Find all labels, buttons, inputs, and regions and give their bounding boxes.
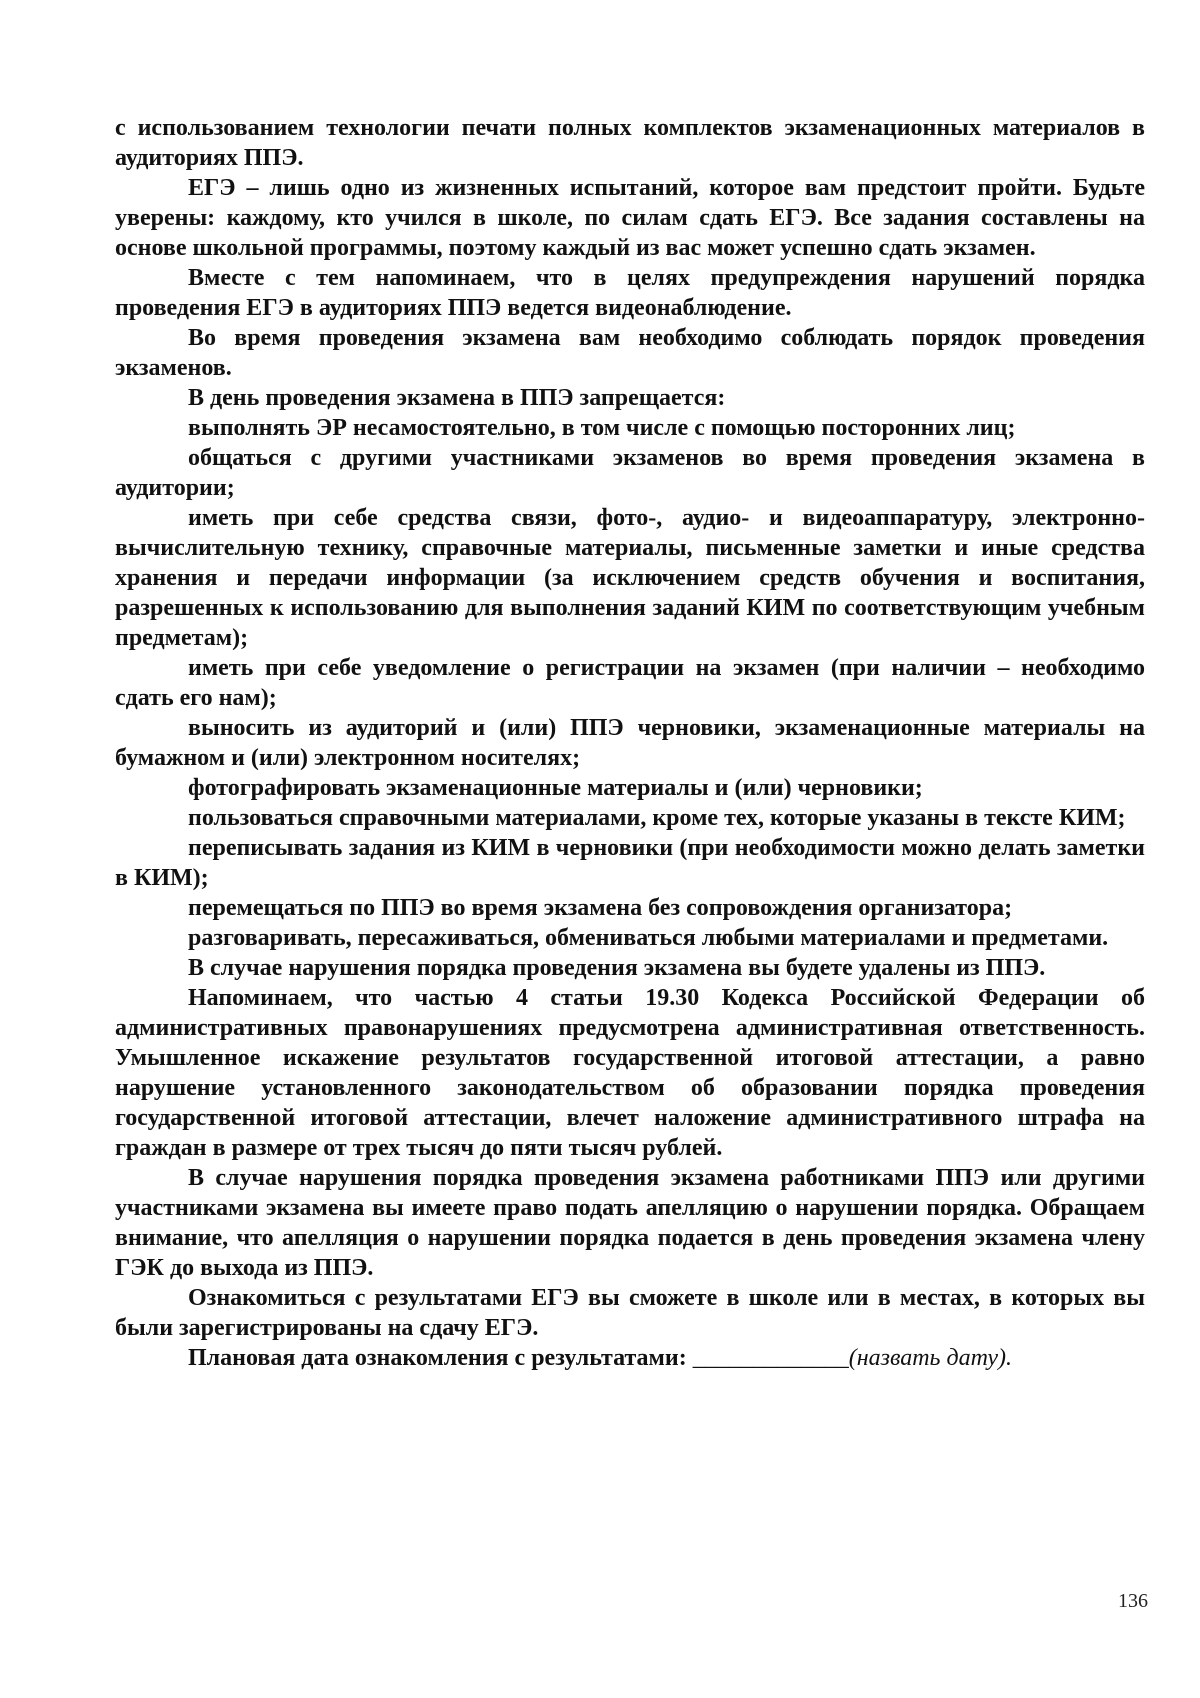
- paragraph: переписывать задания из КИМ в черновики (при необходимости можно делать заметки в КИМ);: [115, 835, 1145, 891]
- paragraph: выполнять ЭР несамостоятельно, в том числе с помощью посторонних лиц;: [188, 415, 1016, 441]
- paragraph: В случае нарушения порядка проведения экзамена вы будете удалены из ППЭ.: [188, 955, 1046, 981]
- paragraph: фотографировать экзаменационные материалы и (или) черновики;: [188, 775, 923, 801]
- paragraph: перемещаться по ППЭ во время экзамена без сопровождения организатора;: [188, 895, 1013, 921]
- page-number: 136: [1118, 1590, 1148, 1612]
- paragraph: Во время проведения экзамена вам необходимо соблюдать порядок проведения экзаменов.: [115, 325, 1145, 381]
- paragraph: Ознакомиться с результатами ЕГЭ вы сможете в школе или в местах, в которых вы были зарегистрированы на сдачу ЕГЭ.: [115, 1285, 1145, 1341]
- result-date-blank: _____________: [692, 1345, 849, 1371]
- paragraph: Вместе с тем напоминаем, что в целях предупреждения нарушений порядка проведения ЕГЭ в аудиториях ППЭ ведется видеонаблюдение.: [115, 265, 1145, 321]
- paragraph: разговаривать, пересаживаться, обмениваться любыми материалами и предметами.: [188, 925, 1109, 951]
- result-date-line: [115, 1343, 1145, 1373]
- paragraph: с использованием технологии печати полных комплектов экзаменационных материалов в аудиториях ППЭ.: [115, 115, 1145, 171]
- paragraph-list: [115, 113, 1145, 1343]
- paragraph: ЕГЭ – лишь одно из жизненных испытаний, которое вам предстоит пройти. Будьте уверены: каждому, кто учился в школе, по силам сдать ЕГЭ. Все задания составлены на основе школьной программы, поэтому каждый из вас может успешно сдать экзамен.: [115, 175, 1145, 261]
- result-date-label: Плановая дата ознакомления с результатами:: [188, 1345, 693, 1371]
- paragraph: иметь при себе уведомление о регистрации на экзамен (при наличии – необходимо сдать его нам);: [115, 655, 1145, 711]
- paragraph: общаться с другими участниками экзаменов во время проведения экзамена в аудитории;: [115, 445, 1145, 501]
- paragraph: В день проведения экзамена в ППЭ запрещается:: [188, 385, 726, 411]
- paragraph: иметь при себе средства связи, фото-, аудио- и видеоаппаратуру, электронно-вычислительную технику, справочные материалы, письменные заметки и иные средства хранения и передачи информации (за исключением средств обучения и воспитания, разрешенных к использованию для выполнения заданий КИМ по соответствующим учебным предметам);: [115, 505, 1145, 651]
- paragraph: пользоваться справочными материалами, кроме тех, которые указаны в тексте КИМ;: [188, 805, 1126, 831]
- document-body: [115, 113, 1145, 1373]
- paragraph: выносить из аудиторий и (или) ППЭ черновики, экзаменационные материалы на бумажном и (или) электронном носителях;: [115, 715, 1145, 771]
- paragraph: Напоминаем, что частью 4 статьи 19.30 Кодекса Российской Федерации об административных правонарушениях предусмотрена административная ответственность. Умышленное искажение результатов государственной итоговой аттестации, а равно нарушение установленного законодательством об образовании порядка проведения государственной итоговой аттестации, влечет наложение административного штрафа на граждан в размере от трех тысяч до пяти тысяч рублей.: [115, 985, 1145, 1161]
- result-date-note: (назвать дату).: [848, 1345, 1012, 1371]
- paragraph: В случае нарушения порядка проведения экзамена работниками ППЭ или другими участниками экзамена вы имеете право подать апелляцию о нарушении порядка. Обращаем внимание, что апелляция о нарушении порядка подается в день проведения экзамена члену ГЭК до выхода из ППЭ.: [115, 1165, 1145, 1281]
